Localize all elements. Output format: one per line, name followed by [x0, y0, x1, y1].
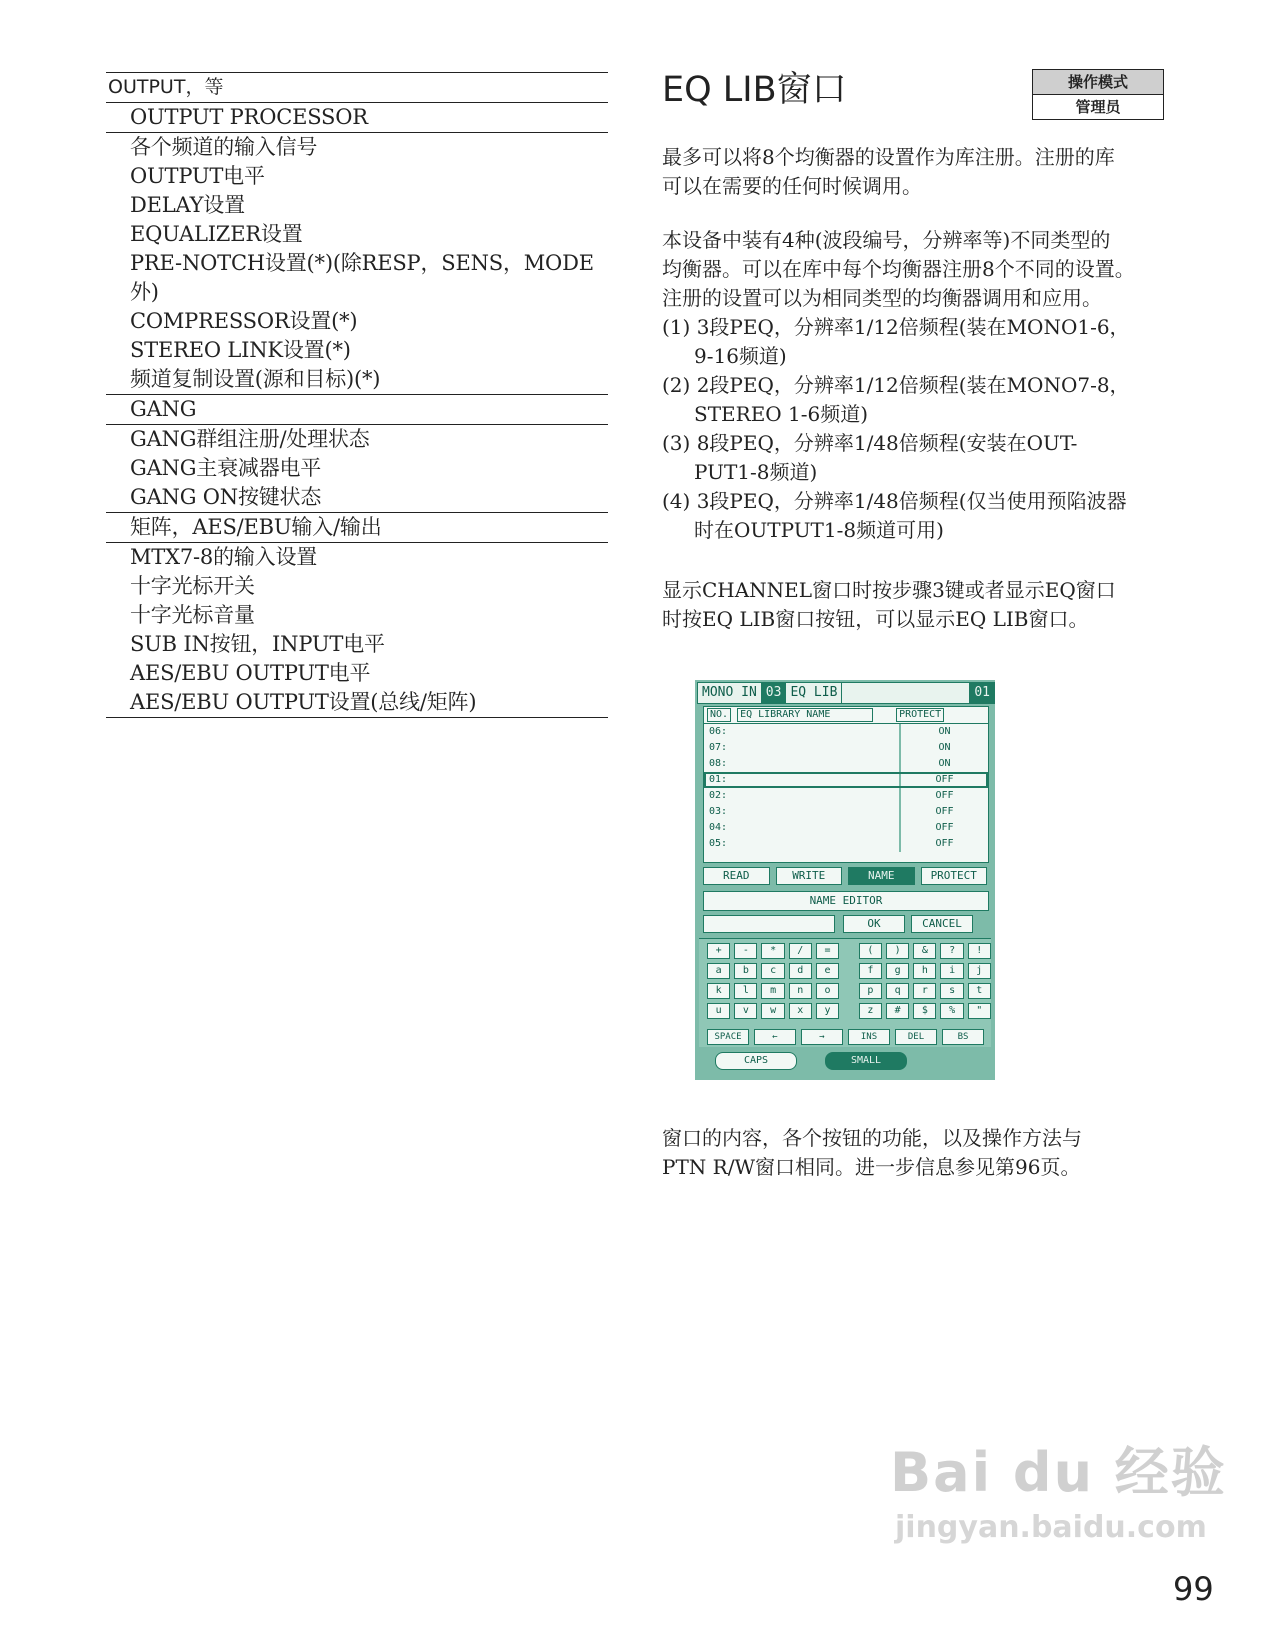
text-line: 均衡器。可以在库中每个均衡器注册8个不同的设置。	[662, 257, 1135, 281]
section-line: 频道复制设置(源和目标)(*)	[130, 367, 381, 391]
eq-type-item: (4) 3段PEQ，分辨率1/48倍频程(仅当使用预陷波器 时在OUTPUT1-8频道可用)	[662, 489, 1127, 542]
text-line: 本设备中装有4种(波段编号，分辨率等)不同类型的	[662, 228, 1111, 252]
text-line: 最多可以将8个均衡器的设置作为库注册。注册的库	[662, 145, 1115, 169]
section-line: GANG ON按键状态	[130, 485, 322, 509]
list-header	[704, 707, 988, 724]
key[interactable]: h	[913, 963, 936, 979]
key[interactable]: r	[913, 983, 936, 999]
key[interactable]: a	[707, 963, 730, 979]
protect-button[interactable]: PROTECT	[921, 867, 988, 885]
key[interactable]: -	[734, 943, 757, 959]
key[interactable]: +	[707, 943, 730, 959]
table-section	[106, 395, 608, 513]
channel-label: MONO IN	[698, 683, 762, 703]
del-key[interactable]: DEL	[895, 1029, 937, 1045]
screen-title-bar	[697, 682, 995, 704]
types-paragraph	[662, 226, 1182, 545]
section-title: 矩阵，AES/EBU输入/输出	[106, 513, 608, 543]
keyboard-tabs	[699, 1048, 991, 1076]
intro-paragraph	[662, 143, 1182, 201]
section-line: 外)	[130, 280, 159, 304]
key[interactable]: x	[789, 1003, 812, 1019]
key[interactable]: p	[859, 983, 882, 999]
eq-lib-screen	[695, 680, 995, 1080]
col-no: NO.	[707, 708, 731, 722]
page-title: EQ LIB窗口	[662, 70, 847, 110]
operation-mode-box	[1032, 69, 1164, 120]
section-line: PRE-NOTCH设置(*)(除RESP，SENS，MODE	[130, 251, 594, 275]
list-row[interactable]: 05: OFF	[704, 836, 988, 852]
list-row[interactable]: 04: OFF	[704, 820, 988, 836]
key[interactable]: d	[789, 963, 812, 979]
key[interactable]: m	[761, 983, 784, 999]
key[interactable]: l	[734, 983, 757, 999]
list-row[interactable]: 03: OFF	[704, 804, 988, 820]
cancel-button[interactable]: CANCEL	[911, 915, 973, 933]
bs-key[interactable]: BS	[942, 1029, 984, 1045]
section-line: AES/EBU OUTPUT设置(总线/矩阵)	[130, 690, 477, 714]
display-note-paragraph	[662, 576, 1182, 634]
key[interactable]: &	[913, 943, 936, 959]
baidu-watermark: Bai du 经验	[890, 1441, 1227, 1504]
eq-library-list	[703, 706, 989, 863]
list-row[interactable]: 08: ON	[704, 756, 988, 772]
key[interactable]: o	[816, 983, 839, 999]
name-button[interactable]: NAME	[848, 867, 915, 885]
key[interactable]: y	[816, 1003, 839, 1019]
ok-button[interactable]: OK	[843, 915, 905, 933]
window-name: EQ LIB	[786, 683, 842, 703]
keyboard	[699, 938, 991, 1047]
arrow-left-icon[interactable]: ←	[754, 1029, 796, 1045]
section-line: 十字光标音量	[130, 603, 255, 627]
read-button[interactable]: READ	[703, 867, 770, 885]
key[interactable]: c	[761, 963, 784, 979]
section-title: GANG	[106, 395, 608, 425]
page-number: 99	[1173, 1570, 1214, 1608]
list-row-selected[interactable]: 01: OFF	[704, 772, 988, 788]
section-line: 十字光标开关	[130, 574, 255, 598]
section-line: 各个频道的输入信号	[130, 135, 318, 159]
section-line: MTX7-8的输入设置	[130, 545, 318, 569]
key[interactable]: v	[734, 1003, 757, 1019]
outro-paragraph	[662, 1124, 1182, 1182]
key[interactable]: z	[859, 1003, 882, 1019]
section-line: DELAY设置	[130, 193, 245, 217]
key[interactable]: /	[789, 943, 812, 959]
key[interactable]: k	[707, 983, 730, 999]
section-line: AES/EBU OUTPUT电平	[130, 661, 371, 685]
tab-small[interactable]: SMALL	[825, 1052, 907, 1070]
title-spacer	[842, 683, 970, 703]
channel-number: 03	[762, 683, 787, 703]
section-line: COMPRESSOR设置(*)	[130, 309, 358, 333]
section-title: OUTPUT PROCESSOR	[106, 103, 608, 133]
key[interactable]: !	[968, 943, 991, 959]
section-line: STEREO LINK设置(*)	[130, 338, 351, 362]
col-protect: PROTECT	[896, 708, 944, 722]
space-key[interactable]: SPACE	[707, 1029, 749, 1045]
write-button[interactable]: WRITE	[776, 867, 843, 885]
key[interactable]: e	[816, 963, 839, 979]
key[interactable]: %	[940, 1003, 963, 1019]
section-line: EQUALIZER设置	[130, 222, 303, 246]
key[interactable]: s	[940, 983, 963, 999]
table-header: OUTPUT，等	[106, 72, 608, 103]
key[interactable]: "	[968, 1003, 991, 1019]
key[interactable]: ?	[940, 943, 963, 959]
text-line: 注册的设置可以为相同类型的均衡器调用和应用。	[662, 286, 1102, 310]
key[interactable]: =	[816, 943, 839, 959]
text-line: 可以在需要的任何时候调用。	[662, 174, 922, 198]
key[interactable]: u	[707, 1003, 730, 1019]
page-indicator: 01	[970, 683, 994, 703]
key[interactable]: f	[859, 963, 882, 979]
section-line: GANG群组注册/处理状态	[130, 427, 370, 451]
baidu-watermark-url: jingyan.baidu.com	[895, 1510, 1207, 1545]
list-row[interactable]: 07: ON	[704, 740, 988, 756]
key[interactable]: $	[913, 1003, 936, 1019]
key[interactable]: t	[968, 983, 991, 999]
key[interactable]: *	[761, 943, 784, 959]
library-buttons	[703, 867, 987, 885]
eq-type-item: (3) 8段PEQ，分辨率1/48倍频程(安装在OUT- PUT1-8频道)	[662, 431, 1078, 484]
text-line: PTN R/W窗口相同。进一步信息参见第96页。	[662, 1155, 1081, 1179]
section-line: GANG主衰减器电平	[130, 456, 322, 480]
table-section	[106, 103, 608, 395]
key[interactable]: (	[859, 943, 882, 959]
arrow-right-icon[interactable]: →	[801, 1029, 843, 1045]
key[interactable]: w	[761, 1003, 784, 1019]
list-row[interactable]: 02: OFF	[704, 788, 988, 804]
key[interactable]: g	[886, 963, 909, 979]
col-name: EQ LIBRARY NAME	[737, 708, 873, 722]
name-input[interactable]	[703, 915, 835, 933]
text-line: 时按EQ LIB窗口按钮，可以显示EQ LIB窗口。	[662, 607, 1089, 631]
eq-type-item: (2) 2段PEQ，分辨率1/12倍频程(装在MONO7-8， STEREO 1-6频道)	[662, 373, 1130, 426]
section-line: OUTPUT电平	[130, 164, 265, 188]
ins-key[interactable]: INS	[848, 1029, 890, 1045]
tab-caps[interactable]: CAPS	[715, 1052, 797, 1070]
key[interactable]: b	[734, 963, 757, 979]
table-section	[106, 513, 608, 718]
key[interactable]: n	[789, 983, 812, 999]
key[interactable]: i	[940, 963, 963, 979]
key[interactable]: )	[886, 943, 909, 959]
output-settings-table	[106, 72, 608, 718]
text-line: 窗口的内容，各个按钮的功能，以及操作方法与	[662, 1126, 1082, 1150]
key[interactable]: j	[968, 963, 991, 979]
text-line: 显示CHANNEL窗口时按步骤3键或者显示EQ窗口	[662, 578, 1116, 602]
list-row[interactable]: 06: ON	[704, 724, 988, 740]
mode-label: 操作模式	[1033, 70, 1163, 95]
key[interactable]: q	[886, 983, 909, 999]
key[interactable]: #	[886, 1003, 909, 1019]
section-line: SUB IN按钮，INPUT电平	[130, 632, 385, 656]
name-editor-label: NAME EDITOR	[703, 891, 989, 911]
mode-value: 管理员	[1075, 98, 1121, 116]
eq-type-item: (1) 3段PEQ，分辨率1/12倍频程(装在MONO1-6， 9-16频道)	[662, 315, 1130, 368]
